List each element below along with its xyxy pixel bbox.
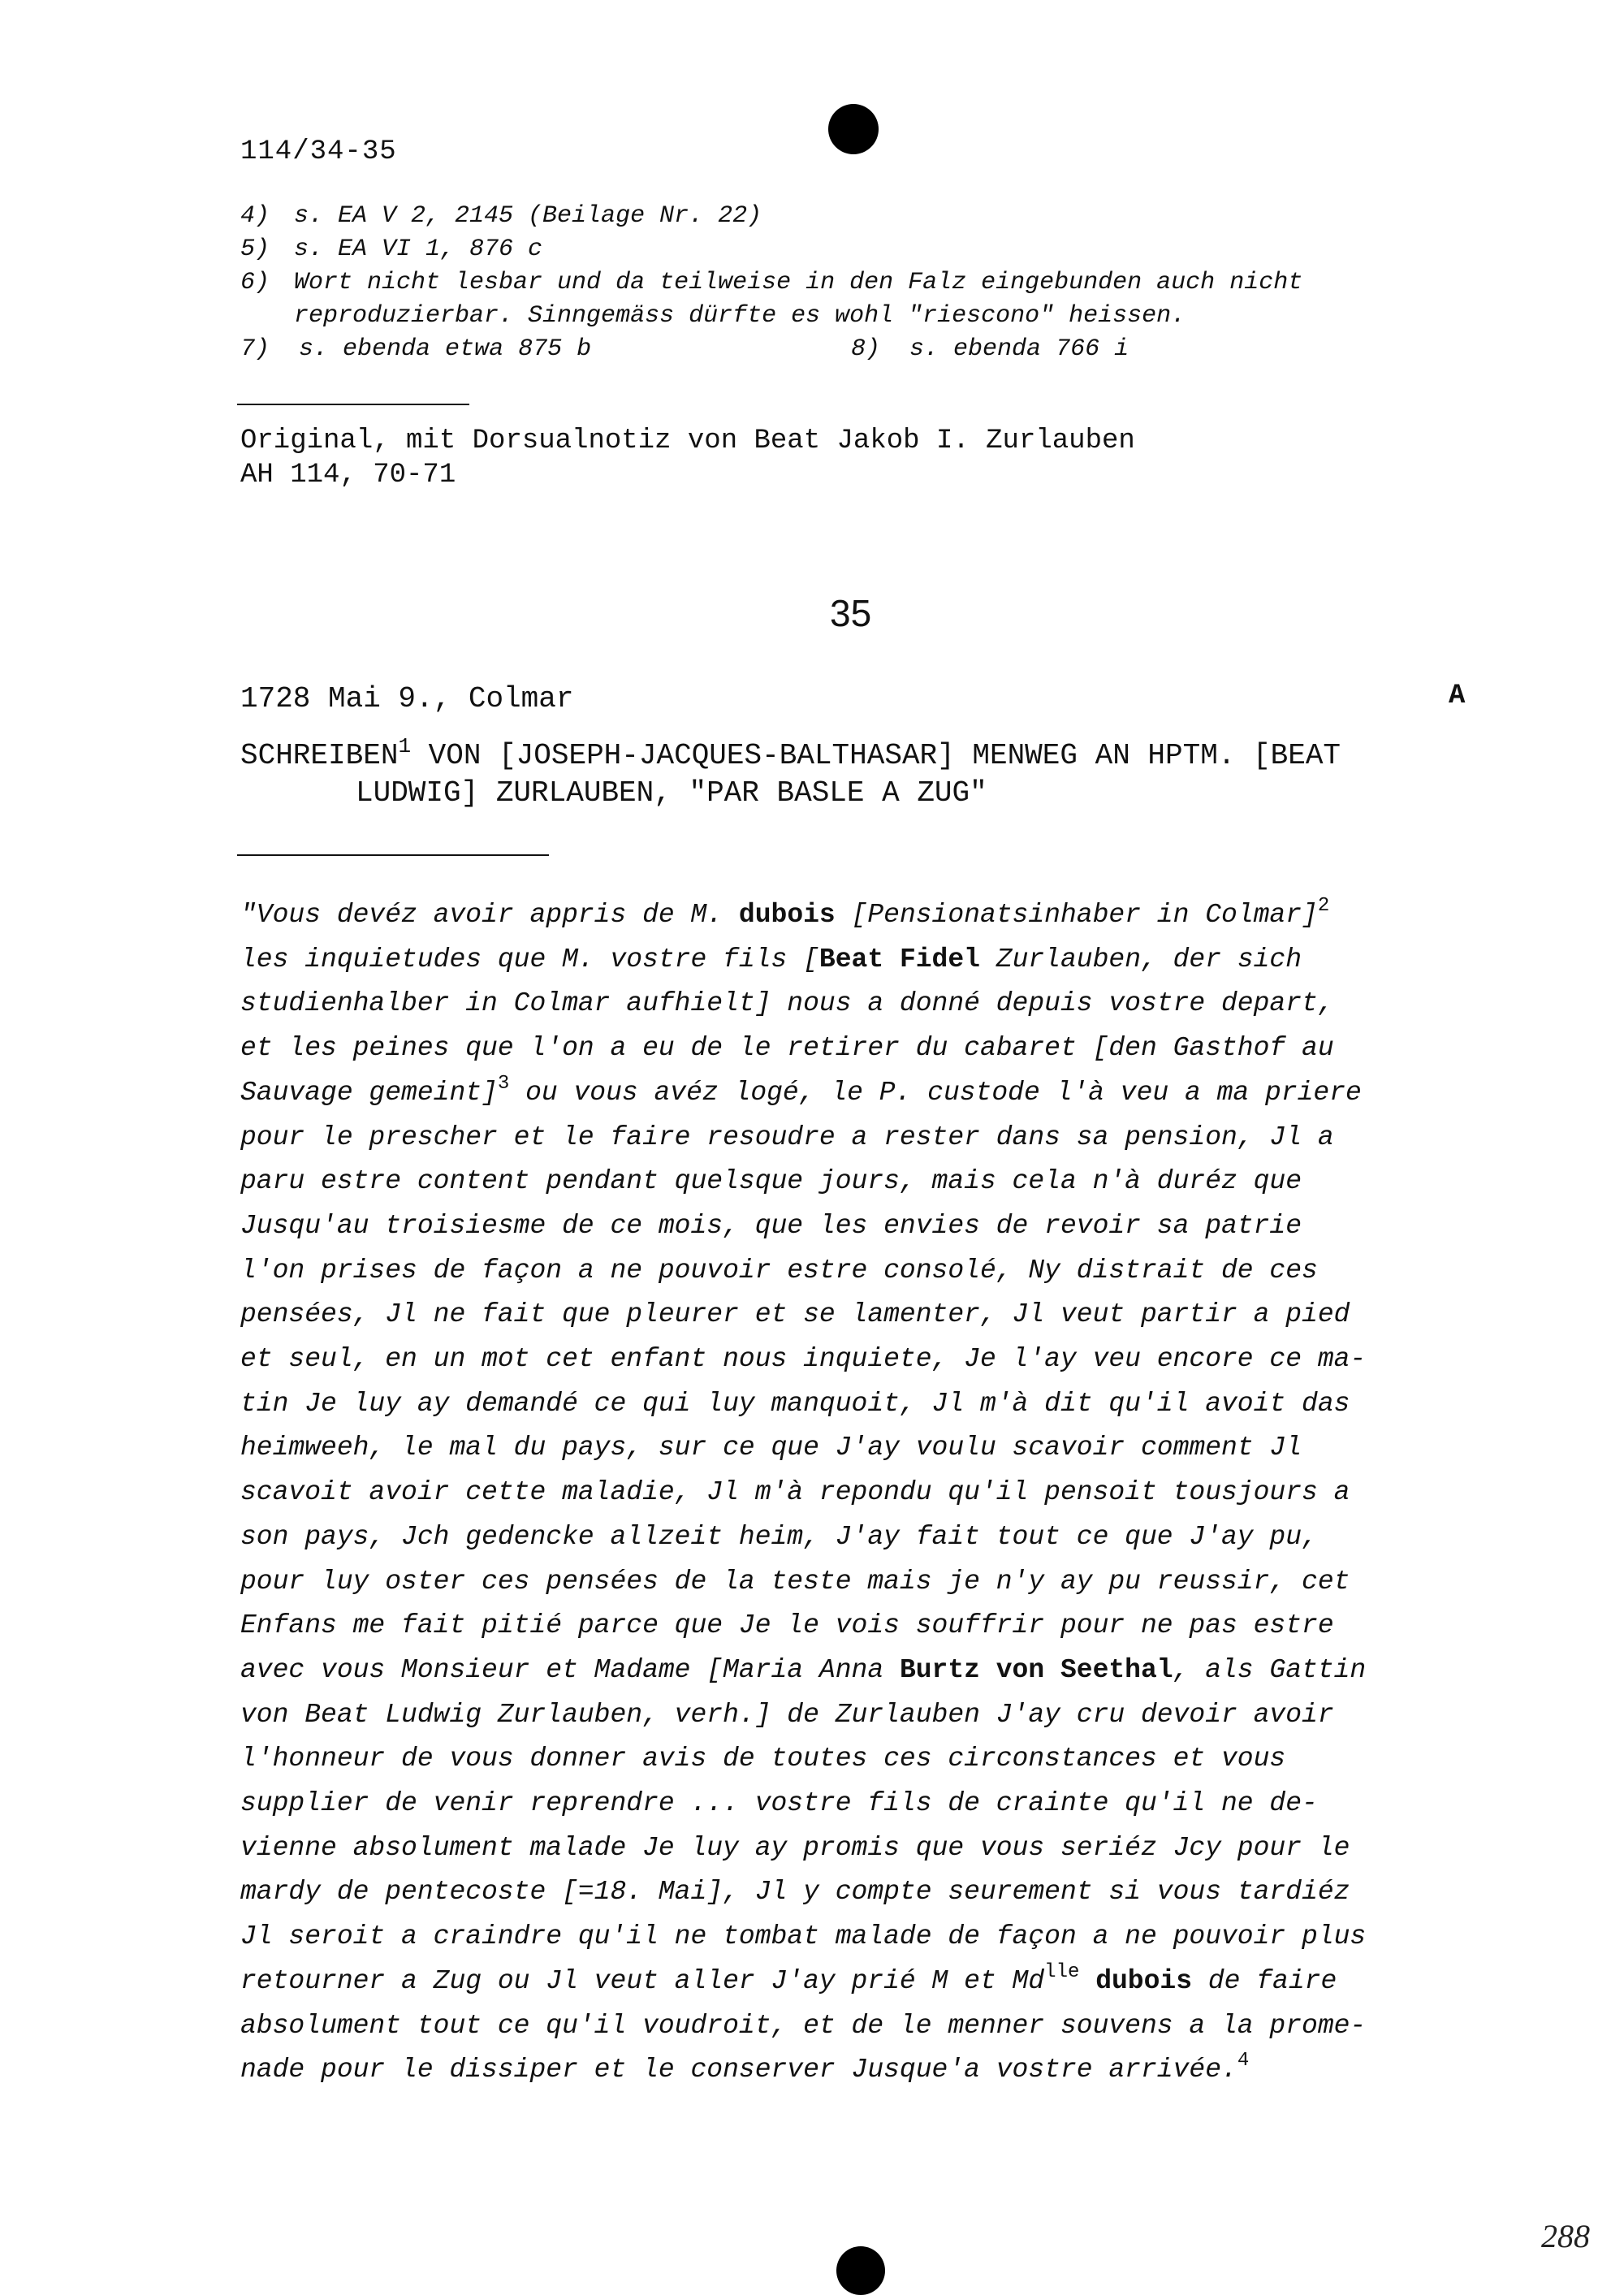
document-title <box>240 734 1491 812</box>
footnote-6-continuation: reproduzierbar. Sinngemäss dürfte es wohl "riescono" heissen. <box>294 302 1186 330</box>
title-line-1: SCHREIBEN$^1$ VON [JOSEPH-JACQUES-BALTHASAR] MENWEG AN HPTM. [BEAT <box>240 734 1341 772</box>
body-line: Jl seroit a craindre qu'il ne tombat malade de façon a ne pouvoir plus <box>240 1921 1367 1952</box>
page-number: 288 <box>1541 2218 1590 2254</box>
body-line: pensées, Jl ne fait que pleurer et se lamenter, Jl veut partir a pied <box>240 1299 1350 1330</box>
body-line: mardy de pentecoste [=18. Mai], Jl y compte seurement si vous tardiéz <box>240 1877 1350 1908</box>
body-line: paru estre content pendant quelsque jours, mais cela n'à duréz que <box>240 1166 1302 1197</box>
body-line: Jusqu'au troisiesme de ce mois, que les envies de revoir sa patrie <box>240 1210 1302 1241</box>
body-line: et seul, en un mot cet enfant nous inquiete, Je l'ay veu encore ce ma- <box>240 1344 1367 1375</box>
body-line: les inquietudes que M. vostre fils [Beat Fidel Zurlauben, der sich <box>240 944 1302 975</box>
document-reference: 114/34-35 <box>240 136 397 167</box>
punch-hole-top <box>828 104 879 154</box>
footnote-5: 5) s. EA VI 1, 876 c <box>240 236 543 263</box>
body-line: von Beat Ludwig Zurlauben, verh.] de Zurlauben J'ay cru devoir avoir <box>240 1699 1334 1730</box>
body-line: tin Je luy ay demandé ce qui luy manquoit, Jl m'à dit qu'il avoit das <box>240 1388 1350 1419</box>
body-line: "Vous devéz avoir appris de M. dubois [Pensionatsinhaber in Colmar]$^2$ <box>240 895 1330 930</box>
date-place: 1728 Mai 9., Colmar <box>240 682 574 715</box>
letter-code: A <box>1449 681 1466 711</box>
body-line: son pays, Jch gedencke allzeit heim, J'ay fait tout ce que J'ay pu, <box>240 1521 1318 1552</box>
body-line: nade pour le dissiper et le conserver Jusque'a vostre arrivée.$^4$ <box>240 2050 1250 2085</box>
source-line-1: Original, mit Dorsualnotiz von Beat Jakob I. Zurlauben <box>240 426 1135 456</box>
footnotes <box>240 200 1458 366</box>
footnote-8: 8) s. ebenda 766 i <box>851 335 1129 363</box>
body-line: l'honneur de vous donner avis de toutes ces circonstances et vous <box>240 1744 1286 1774</box>
source-line-2: AH 114, 70-71 <box>240 460 456 491</box>
body-line: Enfans me fait pitié parce que Je le vois souffrir pour ne pas estre <box>240 1610 1334 1641</box>
footnote-divider <box>237 404 469 405</box>
document-number: 35 <box>830 592 872 634</box>
body-line: studienhalber in Colmar aufhielt] nous a donné depuis vostre depart, <box>240 988 1334 1019</box>
footnote-7-8-row <box>240 333 1458 366</box>
body-line: pour le prescher et le faire resoudre a rester dans sa pension, Jl a <box>240 1122 1334 1152</box>
title-line-2: LUDWIG] ZURLAUBEN, "PAR BASLE A ZUG" <box>356 776 987 810</box>
body-line: et les peines que l'on a eu de le retirer du cabaret [den Gasthof au <box>240 1033 1334 1064</box>
body-line: Sauvage gemeint]$^3$ ou vous avéz logé, le P. custode l'à veu a ma priere <box>240 1072 1362 1108</box>
body-line: scavoit avoir cette maladie, Jl m'à repondu qu'il pensoit tousjours a <box>240 1477 1350 1508</box>
body-line: pour luy oster ces pensées de la teste mais je n'y ay pu reussir, cet <box>240 1566 1350 1597</box>
body-line: l'on prises de façon a ne pouvoir estre consolé, Ny distrait de ces <box>240 1255 1318 1286</box>
title-divider <box>237 854 549 856</box>
footnote-6: 6) Wort nicht lesbar und da teilweise in den Falz eingebunden auch nicht <box>240 269 1303 296</box>
letter-body <box>240 893 1483 2093</box>
footnote-7: 7) s. ebenda etwa 875 b <box>240 335 592 363</box>
footnote-4: 4) s. EA V 2, 2145 (Beilage Nr. 22) <box>240 202 762 230</box>
body-line: avec vous Monsieur et Madame [Maria Anna Burtz von Seethal, als Gattin <box>240 1654 1367 1685</box>
footnote-ref-1: 1 <box>398 734 412 759</box>
source-note <box>240 424 1135 492</box>
body-line: vienne absolument malade Je luy ay promis que vous seriéz Jcy pour le <box>240 1832 1350 1863</box>
body-line: retourner a Zug ou Jl veut aller J'ay prié M et $Md^{lle}$ dubois de faire <box>240 1960 1337 1996</box>
body-line: absolument tout ce qu'il voudroit, et de le menner souvens a la prome- <box>240 2010 1367 2041</box>
punch-hole-bottom <box>836 2246 885 2295</box>
body-line: supplier de venir reprendre ... vostre fils de crainte qu'il ne de- <box>240 1788 1318 1819</box>
body-line: heimweeh, le mal du pays, sur ce que J'ay voulu scavoir comment Jl <box>240 1433 1302 1463</box>
